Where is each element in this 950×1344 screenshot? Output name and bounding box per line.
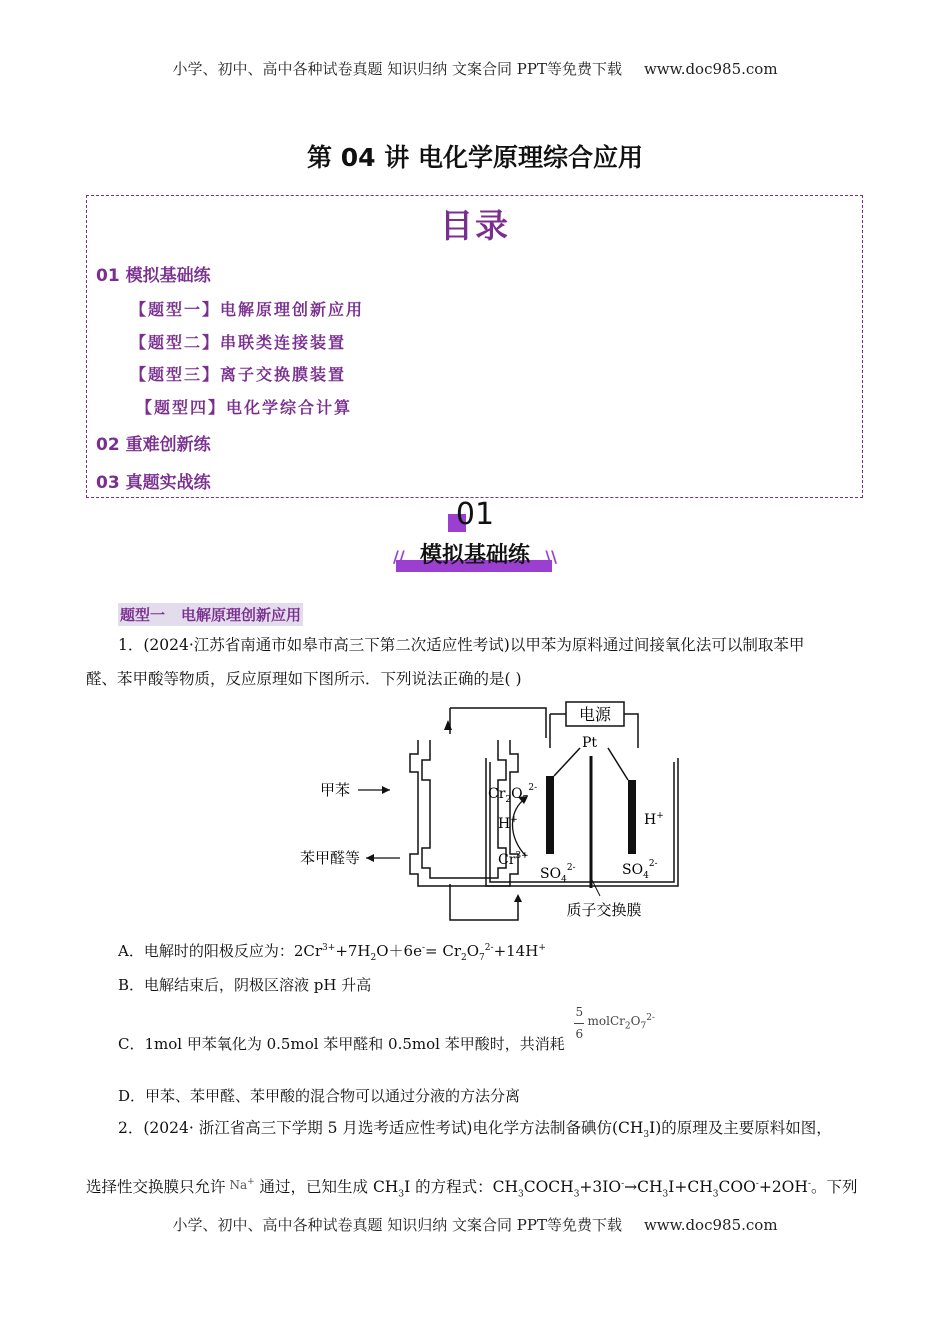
page-header [0, 58, 950, 79]
q2-line1: 2．(2024· 浙江省高三下学期 5 月选考适应性考试)电化学方法制备碘仿$(CH_3I)$的原理及主要原料如图， [118, 1119, 832, 1141]
toc-item-mock-basic[interactable]: 01 模拟基础练 [96, 266, 211, 286]
section-name [0, 538, 950, 569]
page-title: 第 04 讲 电化学原理综合应用 [307, 143, 643, 172]
label-benzaldehyde: 苯甲醛等 [300, 849, 360, 867]
slash-right: \\ [545, 547, 558, 566]
toc-item-type-1[interactable]: 【题型一】电解原理创新应用 [130, 300, 365, 319]
label-so4-left: $SO_4^{2-}$ [540, 863, 576, 885]
reactor-inner [422, 740, 506, 878]
footer-text: 小学、初中、高中各种试卷真题 知识归纳 文案合同 PPT等免费下载 [172, 1216, 622, 1234]
label-toluene: 甲苯 [319, 781, 350, 799]
section-name-text: 模拟基础练 [419, 543, 530, 568]
toc-item-type-4[interactable]: 【题型四】电化学综合计算 [136, 398, 353, 417]
toc-title: 目录 [440, 206, 510, 245]
cathode-electrode [628, 780, 636, 854]
label-pt: Pt [582, 735, 598, 751]
q2-na-ion: Na+ [229, 1177, 255, 1193]
label-membrane: 质子交换膜 [566, 901, 642, 919]
question-type-prefix: 题型一 [120, 606, 166, 624]
q1-option-c[interactable]: C．1mol 甲苯氧化为 0.5mol 苯甲醛和 0.5mol 苯甲酸时，共消耗 5 6 $molCr_2O_7^{2-}$ [118, 1005, 655, 1053]
label-h-right: H+ [644, 811, 664, 828]
page-footer [0, 1214, 950, 1235]
header-url[interactable]: www.doc985.com [643, 60, 778, 78]
q1-option-a[interactable]: A．电解时的阳极反应为：$2Cr^{3+}+7H_2O+6e^-= Cr_2O_7^{2-}+14H^+$ [118, 942, 546, 963]
question-type-name: 电解原理创新应用 [181, 606, 302, 624]
label-so4-right: $SO_4^{2-}$ [622, 859, 658, 881]
label-cr3: $Cr^{3+}$ [498, 851, 529, 868]
label-power: 电源 [578, 705, 612, 724]
section-number: 01 [455, 497, 495, 532]
electrolysis-diagram [300, 698, 690, 928]
q1-line2: 醛、苯甲酸等物质，反应原理如下图所示．下列说法正确的是( ) [86, 670, 522, 688]
toc-item-type-3[interactable]: 【题型三】离子交换膜装置 [130, 365, 347, 384]
q2-line2: 选择性交换膜只允许 Na+ 通过，已知生成 $CH_3I$ 的方程式：$CH_3COCH_3+3IO^-\to CH_3I+CH_3COO^-+2OH^-$。下列 [86, 1174, 857, 1204]
label-cr2o7: $Cr_2O_7^{2-}$ [488, 783, 538, 805]
header-text: 小学、初中、高中各种试卷真题 知识归纳 文案合同 PPT等免费下载 [172, 60, 622, 78]
toc-item-hard-innovative[interactable]: 02 重难创新练 [96, 435, 211, 455]
q1-option-b[interactable]: B．电解结束后，阴极区溶液 pH 升高 [118, 976, 372, 994]
slash-left: // [392, 547, 405, 566]
toc-item-real-exam[interactable]: 03 真题实战练 [96, 473, 211, 493]
q1-line1: 1．(2024·江苏省南通市如皋市高三下第二次适应性考试)以甲苯为原料通过间接氧化法可以制取苯甲 [118, 636, 805, 654]
anode-electrode [546, 776, 554, 854]
q1-option-d[interactable]: D．甲苯、苯甲醛、苯甲酸的混合物可以通过分液的方法分离 [118, 1087, 521, 1105]
label-h-left: H+ [498, 815, 518, 832]
toc-item-type-2[interactable]: 【题型二】串联类连接装置 [130, 333, 347, 352]
footer-url[interactable]: www.doc985.com [643, 1216, 778, 1234]
question-type-heading [118, 603, 303, 626]
